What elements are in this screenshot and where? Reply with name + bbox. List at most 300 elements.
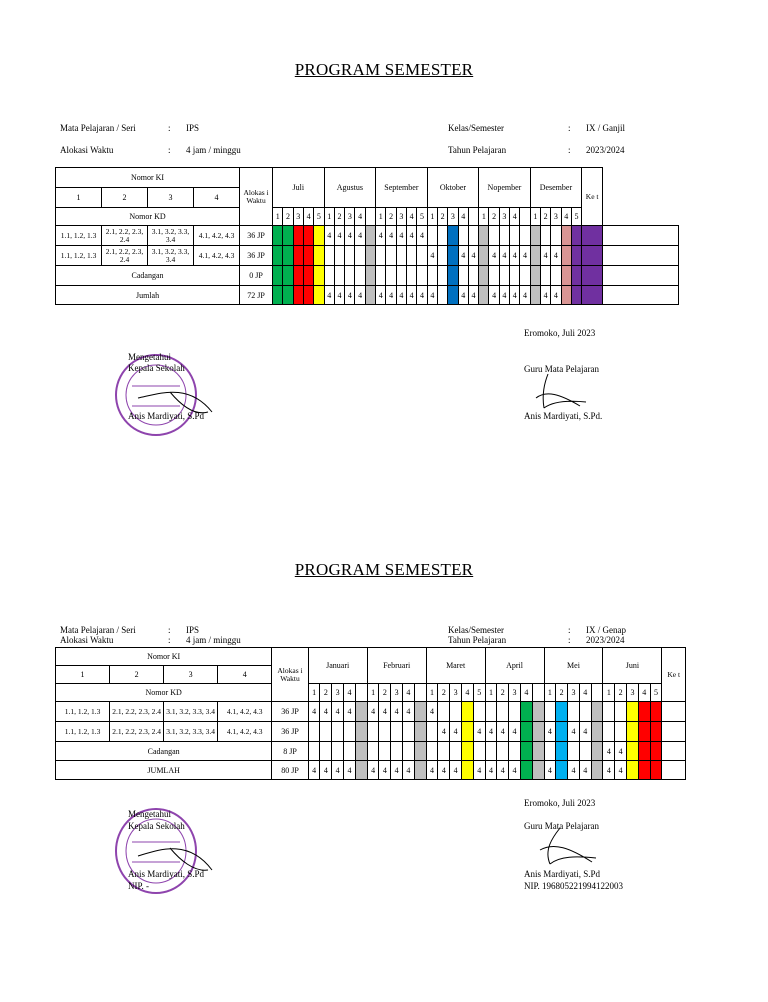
schedule-color-cell: [650, 722, 662, 742]
kepala-label: Kepala Sekolah: [128, 821, 185, 831]
week-number: 1: [324, 208, 334, 226]
header-row-1: [56, 168, 679, 188]
schedule-color-cell: [561, 226, 571, 246]
schedule-color-cell: [273, 266, 283, 286]
week-number: 2: [283, 208, 293, 226]
schedule-cell: [376, 246, 386, 266]
schedule-color-cell: [556, 722, 568, 742]
schedule-cell: 4: [308, 761, 320, 780]
schedule-cell: 4: [345, 286, 355, 305]
schedule-color-cell: [530, 286, 540, 305]
schedule-color-cell: [520, 742, 532, 761]
month-header: Januari: [308, 648, 367, 684]
schedule-cell: [568, 702, 580, 722]
schedule-cell: 4: [376, 286, 386, 305]
schedule-cell: [324, 246, 334, 266]
week-number: 4: [458, 208, 468, 226]
schedule-cell: [324, 266, 334, 286]
schedule-cell: [396, 266, 406, 286]
schedule-cell: [540, 266, 550, 286]
schedule-cell: 4: [427, 286, 437, 305]
colon: :: [568, 145, 571, 155]
signature-guru-1: [530, 372, 590, 412]
schedule-cell: [499, 266, 509, 286]
schedule-cell: 4: [334, 226, 344, 246]
schedule-color-cell: [591, 702, 603, 722]
week-number: 1: [308, 684, 320, 702]
schedule-cell: [403, 742, 415, 761]
schedule-cell: 4: [344, 702, 356, 722]
kd-cell: 1.1, 1.2, 1.3: [56, 246, 102, 266]
week-number: 4: [520, 684, 532, 702]
week-number: 4: [344, 684, 356, 702]
ket-cell: [662, 702, 686, 722]
week-number: 3: [448, 208, 458, 226]
schedule-cell: [345, 246, 355, 266]
program-semester-table-ganjil: [55, 167, 679, 305]
week-number: 3: [450, 684, 462, 702]
schedule-cell: 4: [485, 722, 497, 742]
nomor-kd-header: Nomor KD: [56, 208, 240, 226]
schedule-color-cell: [273, 286, 283, 305]
week-number: [468, 208, 478, 226]
schedule-cell: 4: [396, 226, 406, 246]
ket-cell: [603, 266, 679, 286]
schedule-color-cell: [303, 226, 313, 246]
table-row: [56, 266, 679, 286]
schedule-cell: 4: [426, 702, 438, 722]
schedule-cell: 4: [510, 246, 520, 266]
schedule-cell: [367, 742, 379, 761]
schedule-cell: [334, 246, 344, 266]
kd-cell: 3.1, 3.2, 3.3, 3.4: [164, 722, 218, 742]
schedule-color-cell: [582, 246, 603, 266]
week-number: 1: [485, 684, 497, 702]
schedule-cell: [396, 246, 406, 266]
mapel-value: IPS: [186, 625, 200, 635]
schedule-cell: [334, 266, 344, 286]
schedule-color-cell: [293, 266, 303, 286]
schedule-cell: [437, 266, 447, 286]
schedule-cell: 4: [615, 761, 627, 780]
schedule-color-cell: [462, 702, 474, 722]
schedule-cell: 4: [603, 761, 615, 780]
ket-cell: [603, 246, 679, 266]
schedule-cell: [355, 266, 365, 286]
ket-cell: [603, 226, 679, 246]
kelas-value: IX / Ganjil: [586, 123, 625, 133]
schedule-color-cell: [283, 226, 293, 246]
schedule-cell: [551, 266, 561, 286]
schedule-color-cell: [462, 742, 474, 761]
guru-name: Anis Mardiyati, S.Pd: [524, 869, 601, 879]
schedule-cell: 4: [603, 742, 615, 761]
colon: :: [168, 123, 171, 133]
schedule-color-cell: [479, 286, 489, 305]
schedule-cell: 4: [332, 702, 344, 722]
schedule-cell: [489, 266, 499, 286]
kd-cell: 1.1, 1.2, 1.3: [56, 722, 110, 742]
schedule-color-cell: [571, 226, 581, 246]
month-header: Desember: [530, 168, 581, 208]
place-date: Eromoko, Juli 2023: [524, 798, 596, 808]
schedule-color-cell: [582, 286, 603, 305]
kd-cell: 4.1, 4.2, 4.3: [194, 226, 240, 246]
schedule-cell: 4: [386, 226, 396, 246]
week-number: 2: [379, 684, 391, 702]
header-row-1: [56, 648, 686, 666]
schedule-color-cell: [365, 286, 375, 305]
schedule-cell: 4: [407, 226, 417, 246]
month-header: Nopember: [479, 168, 530, 208]
schedule-color-cell: [638, 742, 650, 761]
schedule-cell: 4: [379, 761, 391, 780]
schedule-color-cell: [571, 246, 581, 266]
schedule-cell: 4: [450, 761, 462, 780]
schedule-cell: [468, 266, 478, 286]
schedule-cell: 4: [473, 722, 485, 742]
schedule-cell: 4: [376, 226, 386, 246]
schedule-cell: 4: [499, 246, 509, 266]
colon: :: [568, 123, 571, 133]
schedule-color-cell: [582, 266, 603, 286]
schedule-cell: 4: [386, 286, 396, 305]
schedule-cell: 4: [396, 286, 406, 305]
schedule-cell: 4: [544, 761, 556, 780]
schedule-cell: 4: [417, 226, 427, 246]
schedule-cell: [615, 722, 627, 742]
mengetahui: Mengetahui: [128, 809, 171, 819]
schedule-cell: 4: [568, 722, 580, 742]
schedule-cell: 4: [509, 722, 521, 742]
schedule-cell: 4: [324, 286, 334, 305]
schedule-cell: [497, 702, 509, 722]
kd-cell: 2.1, 2.2, 2.3, 2.4: [102, 246, 148, 266]
schedule-cell: 4: [544, 722, 556, 742]
schedule-cell: [499, 226, 509, 246]
kd-cell: 4.1, 4.2, 4.3: [218, 722, 272, 742]
schedule-cell: 4: [391, 702, 403, 722]
schedule-color-cell: [355, 702, 367, 722]
schedule-color-cell: [314, 246, 324, 266]
schedule-color-cell: [448, 286, 458, 305]
schedule-cell: 4: [355, 286, 365, 305]
ki-number: 2: [102, 188, 148, 208]
mapel-value: IPS: [186, 123, 200, 133]
schedule-color-cell: [530, 266, 540, 286]
schedule-cell: 4: [355, 226, 365, 246]
schedule-cell: [308, 742, 320, 761]
week-number: 3: [396, 208, 406, 226]
schedule-cell: 4: [458, 246, 468, 266]
schedule-color-cell: [520, 761, 532, 780]
schedule-cell: 4: [579, 761, 591, 780]
jp-cell: 36 JP: [272, 722, 308, 742]
schedule-cell: 4: [468, 286, 478, 305]
schedule-cell: [615, 702, 627, 722]
week-number: 3: [499, 208, 509, 226]
schedule-color-cell: [355, 722, 367, 742]
week-number: 4: [510, 208, 520, 226]
schedule-color-cell: [273, 246, 283, 266]
week-number: [365, 208, 375, 226]
colon: :: [168, 635, 171, 645]
schedule-cell: 4: [379, 702, 391, 722]
schedule-color-cell: [638, 702, 650, 722]
schedule-color-cell: [650, 742, 662, 761]
week-number: 4: [561, 208, 571, 226]
mapel-label: Mata Pelajaran / Seri: [60, 625, 136, 635]
schedule-cell: [485, 702, 497, 722]
week-number: 4: [462, 684, 474, 702]
table-row: [56, 246, 679, 266]
schedule-cell: 4: [520, 286, 530, 305]
row-label: Cadangan: [56, 266, 240, 286]
schedule-cell: 4: [615, 742, 627, 761]
schedule-color-cell: [582, 226, 603, 246]
week-number: 4: [407, 208, 417, 226]
ket-cell: [603, 286, 679, 305]
schedule-cell: [603, 722, 615, 742]
kelas-value: IX / Genap: [586, 625, 626, 635]
schedule-cell: 4: [579, 722, 591, 742]
schedule-cell: [603, 702, 615, 722]
schedule-cell: 4: [345, 226, 355, 246]
schedule-color-cell: [365, 266, 375, 286]
schedule-cell: [417, 266, 427, 286]
jp-cell: 0 JP: [240, 266, 273, 286]
schedule-cell: [450, 702, 462, 722]
week-number: 1: [427, 208, 437, 226]
schedule-cell: [473, 742, 485, 761]
month-header: April: [485, 648, 544, 684]
ket-cell: [662, 742, 686, 761]
ki-number: 4: [194, 188, 240, 208]
kepala-nip: NIP. -: [128, 881, 150, 891]
schedule-cell: [379, 722, 391, 742]
schedule-color-cell: [314, 226, 324, 246]
schedule-color-cell: [530, 246, 540, 266]
month-header: Juni: [603, 648, 662, 684]
schedule-color-cell: [530, 226, 540, 246]
schedule-color-cell: [303, 266, 313, 286]
schedule-color-cell: [571, 266, 581, 286]
schedule-cell: [520, 266, 530, 286]
schedule-color-cell: [561, 266, 571, 286]
schedule-color-cell: [355, 742, 367, 761]
schedule-color-cell: [627, 722, 639, 742]
guru-label: Guru Mata Pelajaran: [524, 364, 599, 374]
week-number: 2: [489, 208, 499, 226]
jp-cell: 36 JP: [240, 226, 273, 246]
jp-cell: 80 JP: [272, 761, 308, 780]
schedule-cell: [551, 226, 561, 246]
schedule-cell: [426, 742, 438, 761]
schedule-color-cell: [591, 742, 603, 761]
week-number: 3: [332, 684, 344, 702]
schedule-cell: 4: [344, 761, 356, 780]
ki-number: 3: [164, 666, 218, 684]
schedule-color-cell: [520, 722, 532, 742]
schedule-cell: 4: [509, 761, 521, 780]
schedule-cell: [367, 722, 379, 742]
schedule-cell: [437, 286, 447, 305]
week-number: [591, 684, 603, 702]
schedule-cell: 4: [568, 761, 580, 780]
schedule-cell: [355, 246, 365, 266]
schedule-color-cell: [283, 246, 293, 266]
ki-number: 2: [110, 666, 164, 684]
kd-cell: 2.1, 2.2, 2.3, 2.4: [110, 702, 164, 722]
tahun-label: Tahun Pelajaran: [448, 145, 507, 155]
schedule-color-cell: [283, 286, 293, 305]
schedule-cell: 4: [468, 246, 478, 266]
schedule-cell: 4: [551, 246, 561, 266]
week-number: 2: [497, 684, 509, 702]
week-number: [520, 208, 530, 226]
week-number: 2: [540, 208, 550, 226]
alokasi-header: Alokas i Waktu: [272, 648, 308, 702]
ki-number: 1: [56, 188, 102, 208]
nomor-ki-header: Nomor KI: [56, 168, 240, 188]
schedule-cell: [489, 226, 499, 246]
schedule-cell: 4: [497, 722, 509, 742]
schedule-color-cell: [520, 702, 532, 722]
schedule-cell: [437, 226, 447, 246]
row-label: Jumlah: [56, 286, 240, 305]
schedule-color-cell: [479, 246, 489, 266]
table-row: [56, 286, 679, 305]
kd-cell: 4.1, 4.2, 4.3: [194, 246, 240, 266]
schedule-cell: [391, 722, 403, 742]
week-number: 2: [556, 684, 568, 702]
kd-cell: 2.1, 2.2, 2.3, 2.4: [110, 722, 164, 742]
schedule-color-cell: [273, 226, 283, 246]
week-number: 1: [426, 684, 438, 702]
schedule-color-cell: [448, 266, 458, 286]
schedule-color-cell: [462, 761, 474, 780]
schedule-color-cell: [561, 286, 571, 305]
schedule-cell: 4: [367, 702, 379, 722]
schedule-cell: [437, 246, 447, 266]
schedule-color-cell: [638, 761, 650, 780]
table-row: [56, 226, 679, 246]
schedule-cell: 4: [485, 761, 497, 780]
schedule-cell: [426, 722, 438, 742]
schedule-color-cell: [591, 722, 603, 742]
mapel-label: Mata Pelajaran / Seri: [60, 123, 136, 133]
schedule-cell: 4: [403, 761, 415, 780]
week-number: 3: [345, 208, 355, 226]
week-number: 2: [386, 208, 396, 226]
schedule-cell: [386, 246, 396, 266]
schedule-cell: 4: [540, 286, 550, 305]
week-number: 4: [579, 684, 591, 702]
schedule-color-cell: [532, 702, 544, 722]
week-number: 1: [603, 684, 615, 702]
week-number: 3: [293, 208, 303, 226]
colon: :: [568, 635, 571, 645]
schedule-cell: 4: [391, 761, 403, 780]
schedule-color-cell: [561, 246, 571, 266]
week-number: 4: [303, 208, 313, 226]
schedule-cell: [509, 702, 521, 722]
week-number: 3: [551, 208, 561, 226]
schedule-color-cell: [556, 702, 568, 722]
schedule-cell: 4: [417, 286, 427, 305]
table-row: [56, 722, 686, 742]
schedule-color-cell: [414, 702, 426, 722]
week-number: 1: [544, 684, 556, 702]
header-row-weeks: [56, 684, 686, 702]
week-number: 1: [479, 208, 489, 226]
schedule-color-cell: [627, 761, 639, 780]
schedule-cell: [520, 226, 530, 246]
month-header: Februari: [367, 648, 426, 684]
week-number: 4: [403, 684, 415, 702]
schedule-cell: 4: [489, 286, 499, 305]
schedule-cell: [332, 722, 344, 742]
schedule-cell: 4: [403, 702, 415, 722]
kd-cell: 2.1, 2.2, 2.3, 2.4: [102, 226, 148, 246]
week-number: 5: [650, 684, 662, 702]
schedule-color-cell: [365, 246, 375, 266]
schedule-color-cell: [448, 226, 458, 246]
schedule-cell: 4: [407, 286, 417, 305]
schedule-cell: [568, 742, 580, 761]
schedule-cell: 4: [427, 246, 437, 266]
schedule-cell: [510, 226, 520, 246]
alokasi-value: 4 jam / minggu: [186, 145, 241, 155]
week-number: 5: [571, 208, 581, 226]
week-number: 1: [367, 684, 379, 702]
schedule-cell: [345, 266, 355, 286]
schedule-cell: 4: [489, 246, 499, 266]
schedule-color-cell: [556, 742, 568, 761]
schedule-cell: [391, 742, 403, 761]
month-header: September: [376, 168, 428, 208]
colon: :: [568, 625, 571, 635]
ket-header: Ke t: [582, 168, 603, 226]
page-title-semester-1: PROGRAM SEMESTER: [294, 60, 474, 79]
week-number: 5: [417, 208, 427, 226]
schedule-color-cell: [414, 742, 426, 761]
week-number: 3: [391, 684, 403, 702]
alokasi-label: Alokasi Waktu: [60, 635, 114, 645]
tahun-label: Tahun Pelajaran: [448, 635, 507, 645]
schedule-color-cell: [283, 266, 293, 286]
kelas-label: Kelas/Semester: [448, 625, 504, 635]
signature-guru-2: [534, 826, 600, 870]
schedule-color-cell: [571, 286, 581, 305]
schedule-color-cell: [532, 761, 544, 780]
schedule-cell: [579, 702, 591, 722]
schedule-cell: 4: [367, 761, 379, 780]
kd-cell: 3.1, 3.2, 3.3, 3.4: [148, 246, 194, 266]
schedule-cell: 4: [497, 761, 509, 780]
kepala-name: Anis Mardiyati, S.Pd: [128, 411, 205, 421]
schedule-cell: [344, 722, 356, 742]
schedule-cell: [427, 226, 437, 246]
schedule-color-cell: [365, 226, 375, 246]
week-number: 4: [638, 684, 650, 702]
schedule-cell: [579, 742, 591, 761]
schedule-color-cell: [448, 246, 458, 266]
schedule-cell: [332, 742, 344, 761]
kd-cell: 4.1, 4.2, 4.3: [218, 702, 272, 722]
week-number: [414, 684, 426, 702]
schedule-color-cell: [303, 246, 313, 266]
